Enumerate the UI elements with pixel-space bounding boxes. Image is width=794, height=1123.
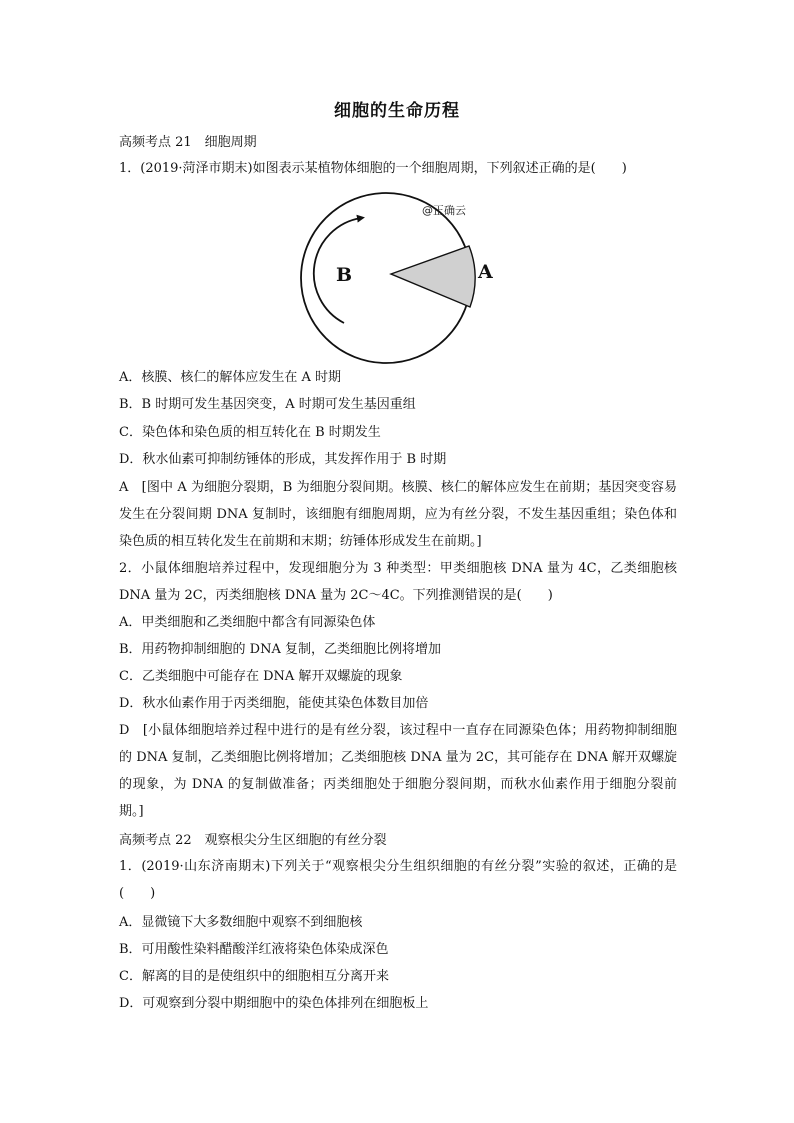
section-heading-22: 高频考点 22 观察根尖分生区细胞的有丝分裂 bbox=[119, 833, 387, 848]
page-title: 细胞的生命历程 bbox=[334, 101, 460, 121]
phase-a-label: A bbox=[478, 261, 493, 283]
q2-option-d: D．秋水仙素作用于丙类细胞，能使其染色体数目加倍 bbox=[119, 696, 429, 711]
q2-answer-explanation: D [小鼠体细胞培养过程中进行的是有丝分裂，该过程中一直存在同源染色体；用药物抑制细胞的 DNA 复制，乙类细胞比例将增加；乙类细胞核 DNA 量为 2C，其可能存在 DNA 解开双螺旋的现象，为 DNA 的复制做准备；丙类细胞处于细胞分裂间期，而秋水仙素作用于细胞分裂前期。] bbox=[119, 723, 677, 819]
section2-question-1-stem: 1．(2019·山东济南期末)下列关于“观察根尖分生组织细胞的有丝分裂”实验的叙述，正确的是 ( ) bbox=[119, 859, 704, 901]
section-heading-21: 高频考点 21 细胞周期 bbox=[119, 135, 257, 150]
q2-option-c: C．乙类细胞中可能存在 DNA 解开双螺旋的现象 bbox=[119, 669, 403, 684]
q1-option-b: B．B 时期可发生基因突变，A 时期可发生基因重组 bbox=[119, 397, 416, 412]
watermark-text: @正确云 bbox=[422, 204, 466, 217]
s2q1-option-a: A．显微镜下大多数细胞中观察不到细胞核 bbox=[119, 915, 363, 930]
s2q1-option-c: C．解离的目的是使组织中的细胞相互分离开来 bbox=[119, 969, 389, 984]
cell-cycle-diagram bbox=[298, 185, 504, 371]
cell-cycle-svg bbox=[298, 185, 504, 371]
s2q1-option-b: B．可用酸性染料醋酸洋红液将染色体染成深色 bbox=[119, 942, 389, 957]
q2-option-b: B．用药物抑制细胞的 DNA 复制，乙类细胞比例将增加 bbox=[119, 642, 442, 657]
q1-option-a: A．核膜、核仁的解体应发生在 A 时期 bbox=[119, 370, 342, 385]
s2q1-option-d: D．可观察到分裂中期细胞中的染色体排列在细胞板上 bbox=[119, 996, 429, 1011]
q2-option-a: A．甲类细胞和乙类细胞中都含有同源染色体 bbox=[119, 615, 376, 630]
q1-option-d: D．秋水仙素可抑制纺锤体的形成，其发挥作用于 B 时期 bbox=[119, 452, 447, 467]
question-1-stem: 1．(2019·菏泽市期末)如图表示某植物体细胞的一个细胞周期，下列叙述正确的是( ) bbox=[119, 161, 627, 176]
question-2-stem: 2．小鼠体细胞培养过程中，发现细胞分为 3 种类型：甲类细胞核 DNA 量为 4C，乙类细胞核 DNA 量为 2C，丙类细胞核 DNA 量为 2C～4C。下列推测错误的是( ) bbox=[119, 561, 677, 603]
q1-answer-explanation: A [图中 A 为细胞分裂期，B 为细胞分裂间期。核膜、核仁的解体应发生在前期；基因突变容易发生在分裂间期 DNA 复制时，该细胞有细胞周期，应为有丝分裂，不发生基因重组；染色体和染色质的相互转化发生在前期和末期；纺锤体形成发生在前期。] bbox=[119, 480, 677, 549]
phase-b-label: B bbox=[336, 264, 353, 286]
q1-option-c: C．染色体和染色质的相互转化在 B 时期发生 bbox=[119, 425, 381, 440]
